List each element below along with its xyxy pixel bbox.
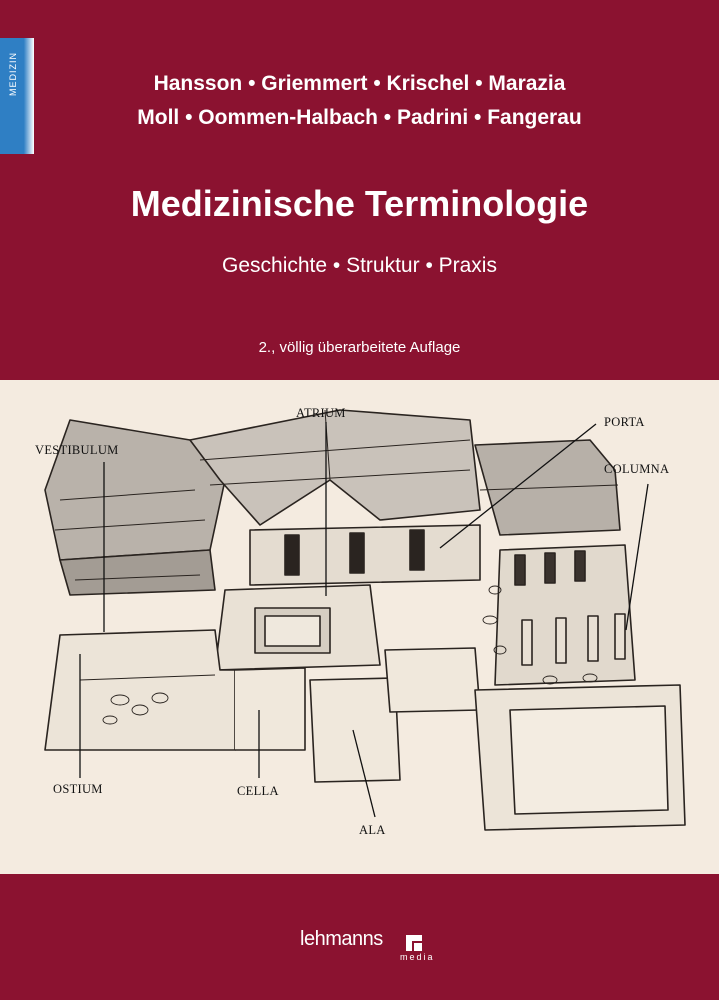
label-porta: PORTA: [604, 415, 645, 429]
publisher-logo: [300, 928, 435, 962]
book-title: Medizinische Terminologie: [130, 183, 589, 224]
label-columna: COLUMNA: [604, 462, 670, 476]
label-atrium: ATRIUM: [296, 406, 346, 420]
book-subtitle: Geschichte • Struktur • Praxis: [222, 254, 497, 277]
label-ostium: OSTIUM: [53, 782, 103, 796]
label-ala: ALA: [359, 823, 386, 837]
series-tab-label: MEDIZIN: [8, 52, 18, 96]
label-vestibulum: VESTIBULUM: [35, 443, 119, 457]
authors-line-2: Moll • Oommen-Halbach • Padrini • Fangerau: [137, 106, 582, 129]
publisher-sub: media: [400, 952, 435, 962]
publisher-name: lehmanns: [300, 928, 383, 950]
roman-house-illustration: [0, 380, 719, 874]
edition-note: 2., völlig überarbeitete Auflage: [258, 339, 461, 356]
label-cella: CELLA: [237, 784, 279, 798]
authors-line-1: Hansson • Griemmert • Krischel • Marazia: [153, 72, 566, 95]
